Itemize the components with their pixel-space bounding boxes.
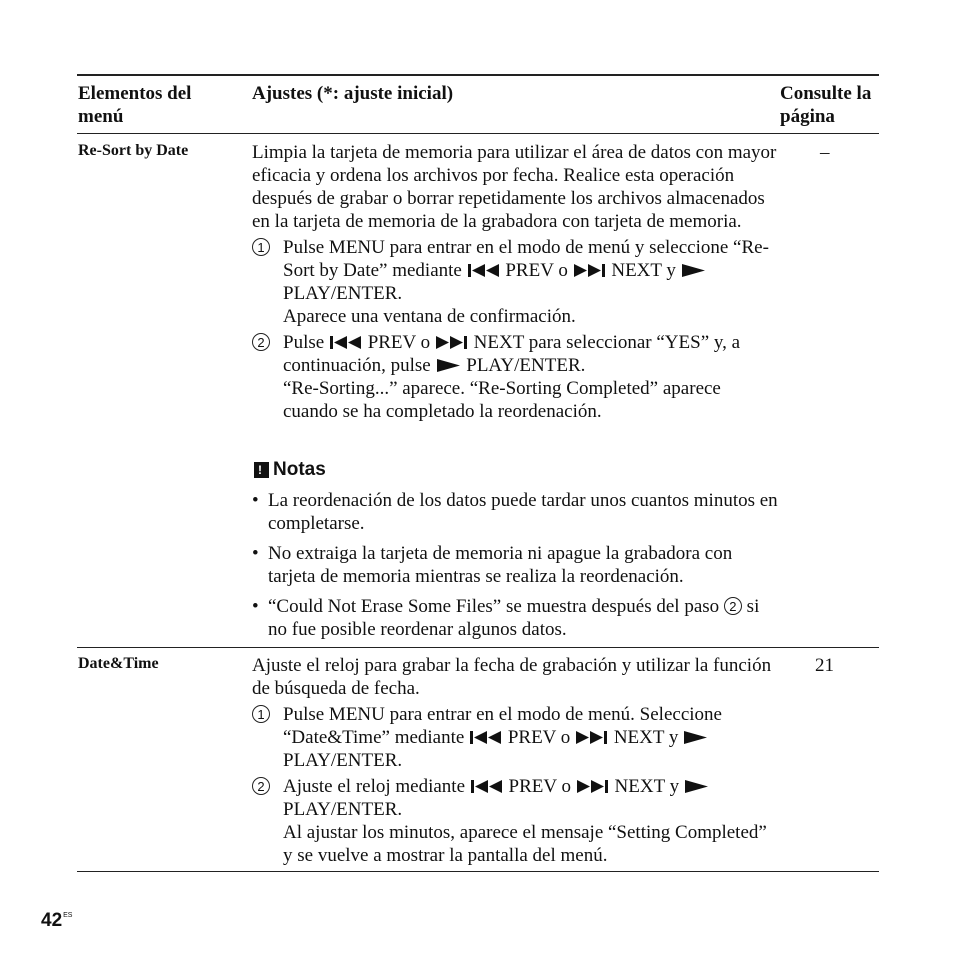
- date-time-step-2: [252, 775, 780, 867]
- step-text: PLAY/ENTER.: [283, 283, 403, 304]
- notes-block: [254, 458, 782, 481]
- list-item: • La reordenación de los datos puede tardar unos cuantos minutos en completarse.: [252, 490, 778, 534]
- notes-list: [252, 489, 780, 641]
- step-number-2: 2: [252, 777, 270, 795]
- prev-track-icon: [469, 731, 503, 744]
- next-track-icon: [573, 264, 607, 277]
- step-text: PLAY/ENTER.: [466, 355, 586, 376]
- row-divider: [77, 647, 879, 648]
- re-sort-settings: [252, 141, 780, 423]
- date-time-step-1: [252, 703, 780, 772]
- page-ref-date-time: 21: [815, 655, 834, 676]
- re-sort-intro: Limpia la tarjeta de memoria para utilizar el área de datos con mayor eficacia y ordena los archivos por fecha. Realice esta operación después de grabar o borrar repetidamente los archivos almacenados en la tarjeta de memoria de la grabadora con tarjeta de memoria.: [252, 142, 777, 232]
- date-time-settings: [252, 654, 780, 867]
- page-ref-re-sort: –: [820, 142, 830, 163]
- play-icon: [436, 359, 462, 372]
- list-item: • “Could Not Erase Some Files” se muestra después del paso 2 si no fue posible reordenar algunos datos.: [252, 596, 760, 640]
- prev-track-icon: [467, 264, 501, 277]
- step-text: Ajuste el reloj mediante: [283, 776, 466, 797]
- step-text: NEXT y: [611, 260, 676, 281]
- step-number-2: 2: [252, 333, 270, 351]
- next-track-icon: [576, 780, 610, 793]
- notes-heading: [254, 458, 782, 481]
- step-text: PLAY/ENTER.: [283, 799, 403, 820]
- step-text: PREV o: [367, 332, 431, 353]
- column-header-page: Consulte la página: [780, 83, 872, 127]
- language-code: ES: [63, 912, 73, 919]
- column-header-items: Elementos del menú: [78, 83, 192, 127]
- column-header-settings: Ajustes (*: ajuste inicial): [252, 83, 454, 104]
- menu-item-date-time: Date&Time: [78, 655, 159, 672]
- step-number-1: 1: [252, 705, 270, 723]
- re-sort-step-2: [252, 331, 780, 423]
- note-icon: !: [254, 462, 269, 478]
- step-text: Pulse MENU para entrar en el modo de menú y seleccione “Re-Sort by Date” mediante: [283, 237, 769, 281]
- step-text: Pulse: [283, 332, 325, 353]
- step-number-1: 1: [252, 238, 270, 256]
- re-sort-step-1: [252, 236, 780, 328]
- prev-track-icon: [470, 780, 504, 793]
- step-text: NEXT y: [613, 727, 679, 748]
- prev-track-icon: [329, 336, 363, 349]
- menu-item-re-sort-by-date: Re-Sort by Date: [78, 142, 189, 159]
- step-result: Al ajustar los minutos, aparece el mensaje “Setting Completed” y se vuelve a mostrar la pantalla del menú.: [283, 822, 767, 866]
- date-time-intro: Ajuste el reloj para grabar la fecha de grabación y utilizar la función de búsqueda de fecha.: [252, 655, 772, 699]
- step-text: PREV o: [507, 727, 571, 748]
- next-track-icon: [575, 731, 609, 744]
- step-text: Pulse MENU para entrar en el modo de menú. Seleccione “Date&Time” mediante: [283, 704, 722, 748]
- step-text: NEXT para seleccionar “YES” y, a continuación, pulse: [283, 332, 741, 376]
- next-track-icon: [435, 336, 469, 349]
- table-top-rule: [77, 74, 879, 76]
- step-text: NEXT y: [614, 776, 680, 797]
- step-result: Aparece una ventana de confirmación.: [283, 306, 576, 327]
- step-number-ref: 2: [724, 597, 742, 615]
- step-text: PLAY/ENTER.: [283, 750, 403, 771]
- page-number: $42^{ES}$: [41, 910, 73, 931]
- play-icon: [683, 731, 709, 744]
- step-result: “Re-Sorting...” aparece. “Re-Sorting Completed” aparece cuando se ha completado la reordenación.: [283, 378, 721, 422]
- play-icon: [684, 780, 710, 793]
- play-icon: [681, 264, 707, 277]
- step-text: PREV o: [505, 260, 568, 281]
- notes-title: Notas: [273, 459, 326, 480]
- list-item: • No extraiga la tarjeta de memoria ni apague la grabadora con tarjeta de memoria mientras se realiza la reordenación.: [252, 543, 733, 587]
- step-text: PREV o: [508, 776, 572, 797]
- header-rule: [77, 133, 879, 134]
- table-bottom-rule: [77, 871, 879, 872]
